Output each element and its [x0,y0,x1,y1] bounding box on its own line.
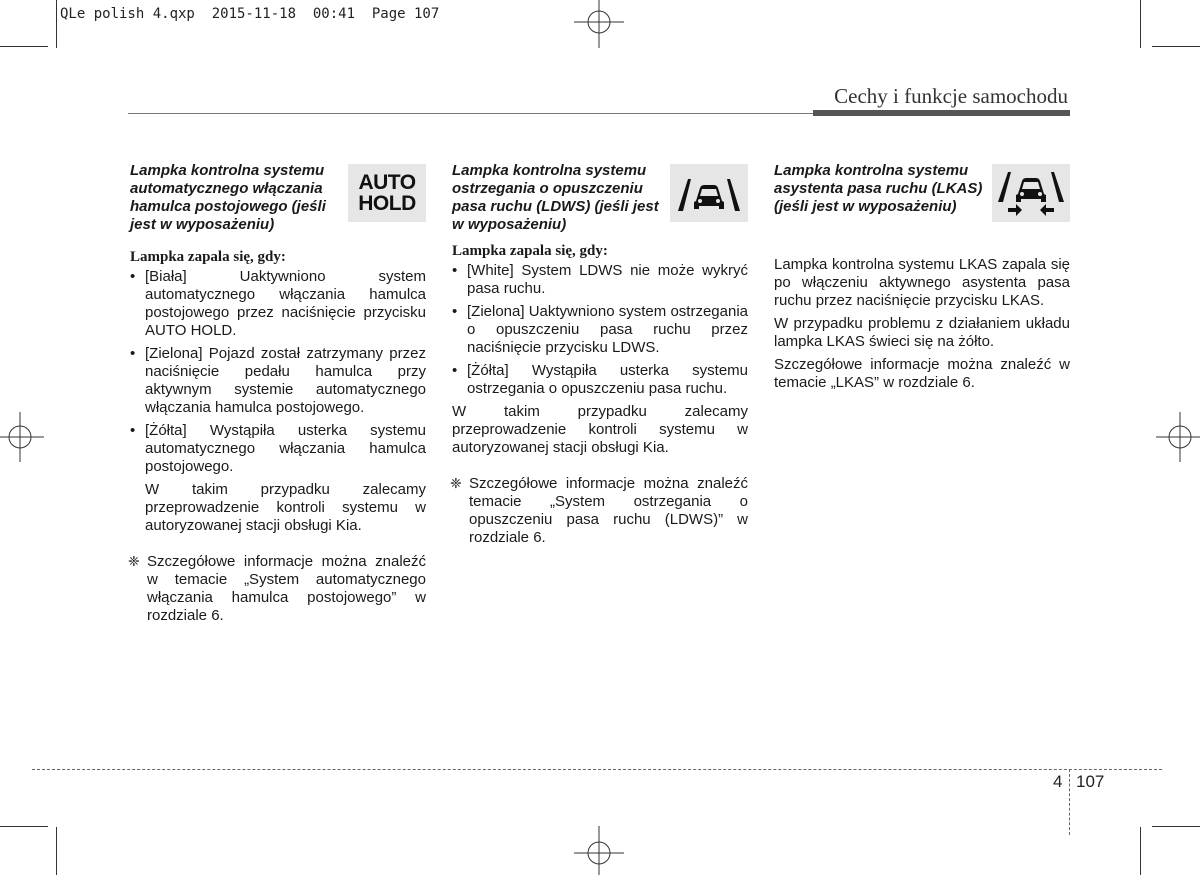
page-number-separator [1069,769,1070,835]
print-header: QLe polish 4.qxp 2015-11-18 00:41 Page 107 [60,6,440,22]
note-text: Szczegółowe informacje można znaleźć temacie „System ostrzegania o opuszczeniu pasa ruchu (LDWS)” w rozdziale 6. [469,475,748,546]
note [130,553,426,625]
list-item [452,303,748,357]
bullet-list [452,262,748,398]
auto-hold-icon [348,164,426,222]
list-item [130,422,426,476]
paragraph: W takim przypadku zalecamy przeprowadzenie kontroli systemu w autoryzowanej stacji obsługi Kia. [452,403,748,456]
page-number: 107 [1076,772,1105,791]
list-item-text: [Zielona] Pojazd został zatrzymany przez naciśnięcie pedału hamulca przy aktywnym systemie automatycznego włączania hamulca postojowego. [145,345,426,416]
bullet-icon: • [130,422,136,439]
list-item [130,268,426,340]
bullet-icon: • [452,262,458,279]
ldws-title: Lampka kontrolna systemu ostrzegania o opuszczeniu pasa ruchu (LDWS) (jeśli jest w wyposażeniu) [452,162,659,233]
registration-mark [1154,412,1200,462]
list-item [130,345,426,417]
bullet-list [130,268,426,476]
column-auto-hold [130,162,426,625]
auto-hold-heading [130,162,426,234]
note-icon: ❈ [450,476,462,492]
paragraph: Lampka kontrolna systemu LKAS zapala się po włączeniu aktywnego asystenta pasa ruchu przez naciśnięcie przycisku LKAS. [774,256,1070,309]
list-item-text: [Żółta] Wystąpiła usterka systemu ostrzegania o opuszczeniu pasa ruchu. [467,362,748,397]
lkas-heading [774,162,1070,232]
ldws-heading [452,162,748,234]
bullet-icon: • [452,362,458,379]
registration-mark [0,412,46,462]
lkas-title: Lampka kontrolna systemu asystenta pasa ruchu (LKAS) (jeśli jest w wyposażeniu) [774,162,983,215]
list-item-text: [Zielona] Uaktywniono system ostrzegania o opuszczeniu pasa ruchu przez naciśnięcie przycisku LDWS. [467,303,748,356]
registration-mark [574,826,624,875]
note-icon: ❈ [128,554,140,570]
auto-hold-icon-line1: AUTO [358,171,416,194]
lkas-icon [992,164,1070,222]
auto-hold-title: Lampka kontrolna systemu automatycznego włączania hamulca postojowego (jeśli jest w wyposażeniu) [130,162,326,233]
list-item-text: [Żółta] Wystąpiła usterka systemu automatycznego włączania hamulca postojowego. [145,422,426,475]
note [452,475,748,547]
bullet-icon: • [452,303,458,320]
footer-rule [32,769,1162,770]
bullet-icon: • [130,345,136,362]
note-text: Szczegółowe informacje można znaleźć w temacie „System automatycznego włączania hamulca postojowego” w rozdziale 6. [147,553,426,624]
auto-hold-icon-line2: HOLD [358,192,416,215]
header-rule-accent [813,110,1070,116]
lead-text: Lampka zapala się, gdy: [130,249,286,265]
list-item-text: [White] System LDWS nie może wykryć pasa ruchu. [467,262,748,297]
chapter-number: 4 [1053,772,1063,791]
lkas-body [774,256,1070,392]
list-item [452,362,748,398]
header-rule [128,113,813,114]
lead-text: Lampka zapala się, gdy: [452,243,608,259]
bullet-icon: • [130,268,136,285]
ldws-icon [670,164,748,222]
section-title: Cechy i funkcje samochodu [834,84,1068,108]
paragraph: W przypadku problemu z działaniem układu lampka LKAS świeci się na żółto. [774,315,1070,350]
paragraph: Szczegółowe informacje można znaleźć w temacie „LKAS” w rozdziale 6. [774,356,1070,391]
column-ldws [452,162,748,547]
column-lkas [774,162,1070,397]
list-item [452,262,748,298]
list-item-text: [Biała] Uaktywniono system automatycznego włączania hamulca postojowego przez naciśnięcie przycisku AUTO HOLD. [145,268,426,339]
sub-paragraph: W takim przypadku zalecamy przeprowadzenie kontroli systemu w autoryzowanej stacji obsługi Kia. [145,481,426,534]
registration-mark [574,0,624,50]
